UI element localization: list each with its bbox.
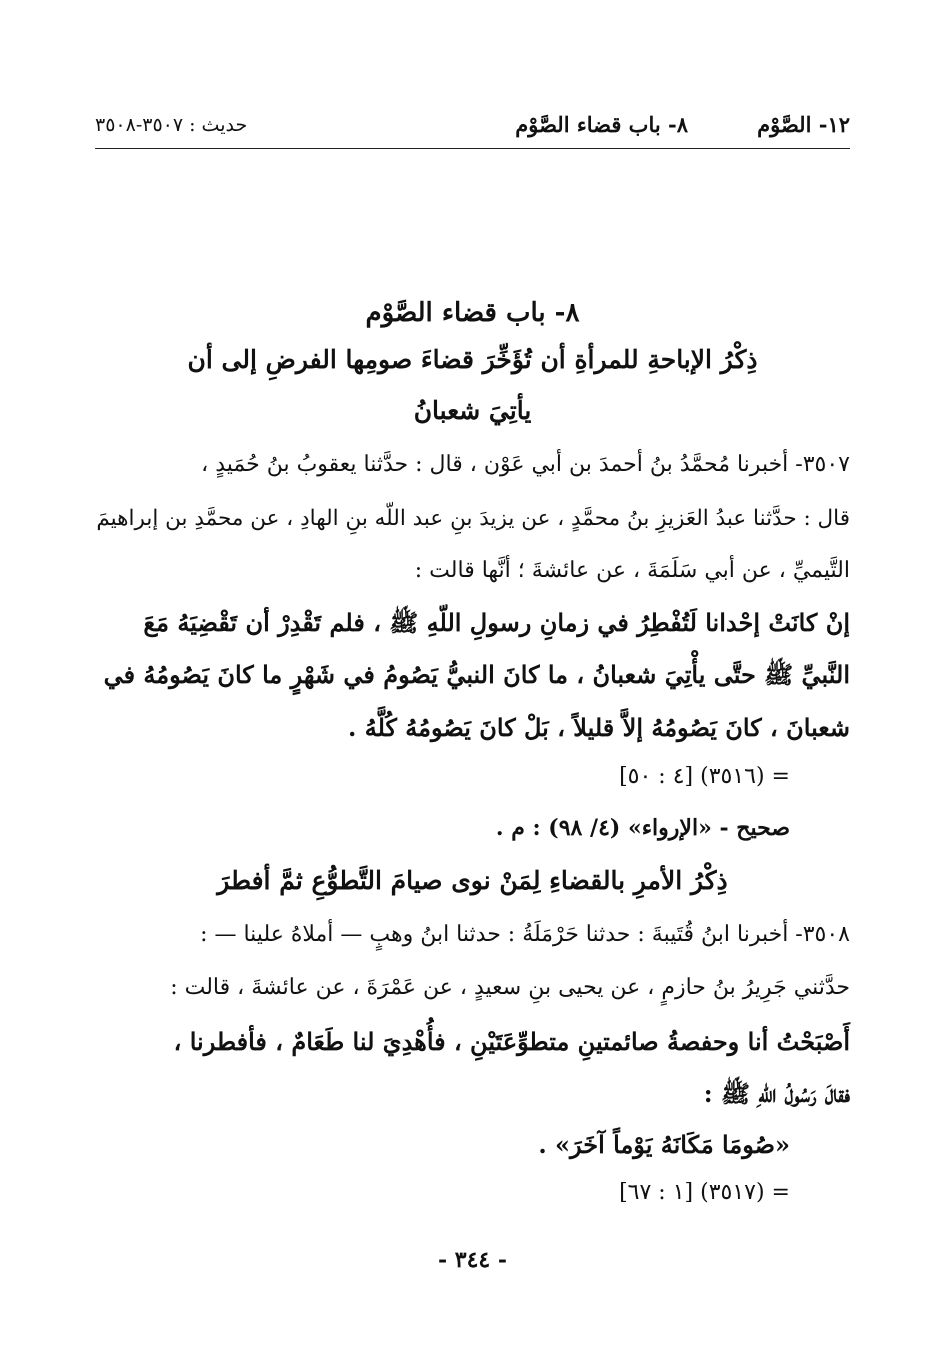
header-chapter: ٨- باب قضاء الصَّوْم (515, 112, 688, 137)
heading-1-line-2: يأتِيَ شعبانُ (413, 396, 532, 425)
running-header (95, 108, 850, 149)
hadith-1-isnad-line: قال : حدَّثنا عبدُ العَزيزِ بنُ محمَّدٍ ، عن يزيدَ بنِ عبد اللّه بنِ الهادِ ، عن محمَّدِ بن إبراهيمَ (96, 506, 850, 531)
heading-1-line-1: ذِكْرُ الإباحةِ للمرأةِ أن تُؤَخِّرَ قضاءَ صومِها الفرضِ إلى أن (187, 345, 758, 374)
hadith-1-matn-line: النَّبيِّ ﷺ حتَّى يأْتِيَ شعبانُ ، ما كانَ النبيُّ يَصُومُ في شَهْرٍ ما كانَ يَصُومُهُ في (103, 660, 850, 689)
header-hadith-range: حديث : ٣٥٠٧-٣٥٠٨ (95, 114, 248, 136)
hadith-1-isnad-line: ٣٥٠٧- أخبرنا مُحمَّدُ بنُ أحمدَ بن أبي عَوْن ، قال : حدَّثنا يعقوبُ بنُ حُمَيدٍ ، (201, 452, 850, 477)
page-number: - ٣٤٤ - (437, 1247, 508, 1273)
hadith-2-isnad-line: حدَّثني جَرِيرُ بنُ حازمٍ ، عن يحيى بنِ سعيدٍ ، عن عَمْرَةَ ، عن عائشةَ ، قالت : (170, 975, 850, 1000)
header-section: ١٢- الصَّوْم (757, 112, 850, 137)
heading-2: ذِكْرُ الأمرِ بالقضاءِ لِمَنْ نوى صيامَ التَّطوُّعِ ثمَّ أفطرَ (217, 866, 728, 895)
hadith-2-reference: = (٣٥١٧) [١ : ٦٧] (619, 1180, 790, 1205)
hadith-1-reference: = (٣٥١٦) [٤ : ٥٠] (619, 764, 790, 789)
hadith-1-matn-line: شعبانَ ، كانَ يَصُومُهُ إلاَّ قليلاً ، بَلْ كانَ يَصُومُهُ كُلَّهُ . (347, 713, 850, 742)
hadith-2-isnad-line: ٣٥٠٨- أخبرنا ابنُ قُتَيبةَ : حدثنا حَرْمَلَةُ : حدثنا ابنُ وهبٍ — أملاهُ علينا — : (200, 922, 850, 947)
chapter-title: ٨- باب قضاء الصَّوْم (365, 298, 580, 328)
hadith-1-isnad-line: التَّيميِّ ، عن أبي سَلَمَةَ ، عن عائشةَ ؛ أنَّها قالت : (414, 558, 850, 583)
hadith-2-matn-line: «صُومَا مَكَانَهُ يَوْماً آخَرَ» . (538, 1130, 790, 1159)
hadith-2-matn-line: فقالَ رَسُولُ اللّهِ ﷺ : (703, 1079, 850, 1108)
hadith-1-matn-line: إنْ كانَتْ إحْدانا لَتُفْطِرُ في زمانِ رسولِ اللّهِ ﷺ ، فلم تَقْدِرْ أن تَقْضِيَهُ مَعَ (143, 608, 850, 637)
hadith-2-matn-line: أَصْبَحْتُ أنا وحفصةُ صائمتينِ متطوِّعَتَيْنِ ، فأُهْدِيَ لنا طَعَامٌ ، فأفطرنا ، (173, 1027, 850, 1056)
hadith-1-grade: صحيح - «الإرواء» (٤/ ٩٨) : م . (495, 815, 790, 841)
